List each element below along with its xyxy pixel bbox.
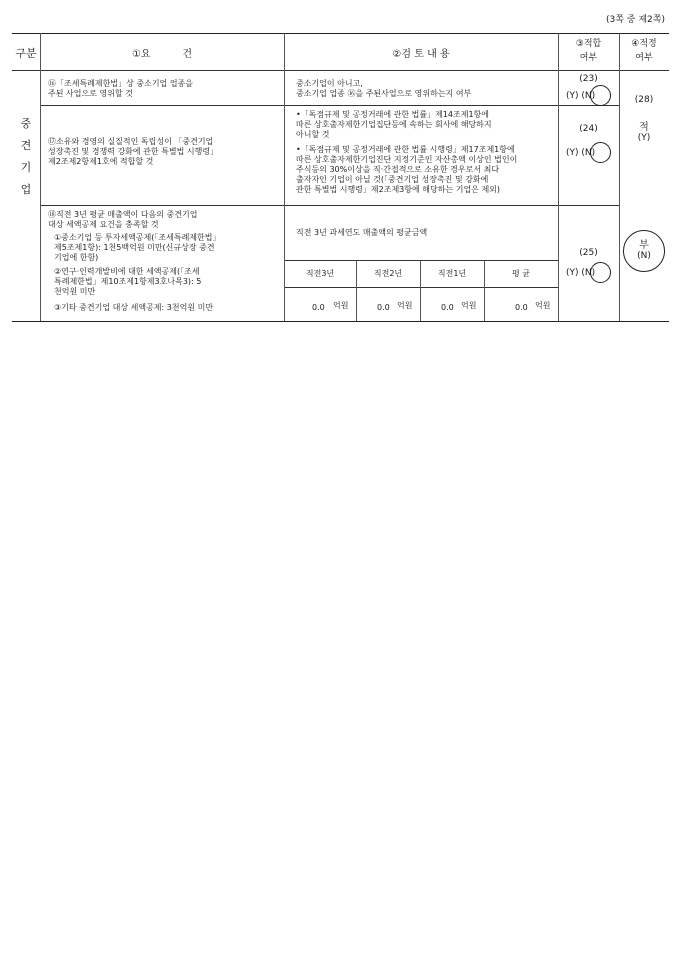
- row1-selected-circle: [590, 85, 611, 106]
- row1-requirement: ⑯「조세특례제한법」상 중소기업 업종을 주된 사업으로 영위할 것: [48, 79, 194, 98]
- row2-bottom-border: [40, 205, 619, 206]
- sales-header-2y: 직전2년: [373, 269, 403, 278]
- header-requirement: ①요 건: [131, 49, 193, 60]
- row3-selected-circle: [590, 262, 611, 283]
- col-divider-4: [619, 33, 620, 321]
- final-stamp-bottom: (N): [637, 251, 651, 261]
- row1-number: (23): [579, 74, 598, 84]
- row2-review-item-1: •「독점규제 및 공정거래에 관한 법률」제14조제1항에 따른 상호출자제한기업집단등에 속하는 회사에 해당하지 아니할 것: [296, 110, 492, 139]
- row3-sub-item-1: ①중소기업 등 투자세액공제(「조세특례제한법」 제5조제1항): 1천5백억원 미만(신규상장 중견 기업에 한함): [54, 233, 221, 262]
- final-number: (28): [634, 95, 654, 105]
- row3-sub-item-2: ②연구·인력개발비에 대한 세액공제(「조세 특례제한법」제10조제1항제3호나목3): 5 천억원 미만: [54, 267, 202, 296]
- row2-review-item-2: •「독점규제 및 공정거래에 관한 법률 시행령」제17조제1항에 따른 상호출자제한기업진단 지정기준인 자산총액 이상인 법인이 주식등의 30%이상을 직·간접적으로 소유한 경우로서 최다 출자자인 기업이 아닐 것(「중견기업 성장촉진 및 강화에 관한 특별법 시행령」제2조제3항에 해당하는 기업은 제외): [296, 145, 518, 194]
- header-category: 구분: [15, 47, 37, 60]
- row2-answer[interactable]: (Y) (N): [566, 148, 596, 158]
- row3-review-title: 직전 3년 과세연도 매출액의 평균금액: [296, 228, 428, 237]
- sales-value-2y: 0.0: [377, 303, 390, 312]
- row1-answer[interactable]: (Y) (N): [566, 91, 596, 101]
- header-review: ②검 토 내 용: [392, 49, 450, 60]
- category-label: 중 견 기 업: [20, 117, 32, 196]
- row3-answer[interactable]: (Y) (N): [566, 268, 596, 278]
- row3-sub-item-3: ③기타 중견기업 대상 세액공제: 3천억원 미만: [54, 303, 214, 312]
- header-bottom-border: [12, 70, 669, 71]
- row1-review: 중소기업이 아니고, 중소기업 업종 ⑯을 주된사업으로 영위하는지 여부: [296, 79, 472, 98]
- final-answer: (Y): [637, 133, 651, 143]
- table-top-border: [12, 33, 669, 34]
- row1-bottom-border: [40, 105, 619, 106]
- sales-unit-2y: 억원: [397, 301, 413, 310]
- row3-number: (25): [579, 248, 598, 258]
- header-final: ④적정 여부: [631, 39, 657, 63]
- table-bottom-border: [12, 321, 669, 322]
- sales-unit-avg: 억원: [535, 301, 551, 310]
- sales-table-top: [284, 260, 558, 261]
- col-divider-1: [40, 33, 41, 321]
- header-fit: ③적합 여부: [575, 39, 602, 63]
- page-indicator: (3쪽 중 제2쪽): [606, 15, 665, 25]
- final-label: 적: [639, 122, 649, 133]
- sales-header-avg: 평 균: [512, 269, 530, 278]
- final-stamp-top: 부: [639, 240, 649, 251]
- row2-number: (24): [579, 124, 598, 134]
- sales-unit-3y: 억원: [333, 301, 349, 310]
- row3-requirement: ⑱직전 3년 평균 매출액이 다음의 중견기업 대상 세액공제 요건을 충족할 것: [48, 210, 198, 229]
- row2-selected-circle: [590, 142, 611, 163]
- sales-header-3y: 직전3년: [305, 269, 335, 278]
- sales-unit-1y: 억원: [461, 301, 477, 310]
- sales-table-mid: [284, 287, 558, 288]
- sales-value-avg: 0.0: [515, 303, 528, 312]
- row2-requirement: ⑰소유와 경영의 실질적인 독립성이 「중견기업 성장촉진 및 경쟁력 강화에 관한 특별법 시행령」 제2조제2항제1호에 적합할 것: [48, 137, 219, 166]
- sales-header-1y: 직전1년: [437, 269, 467, 278]
- sales-value-3y: 0.0: [312, 303, 325, 312]
- sales-value-1y: 0.0: [441, 303, 454, 312]
